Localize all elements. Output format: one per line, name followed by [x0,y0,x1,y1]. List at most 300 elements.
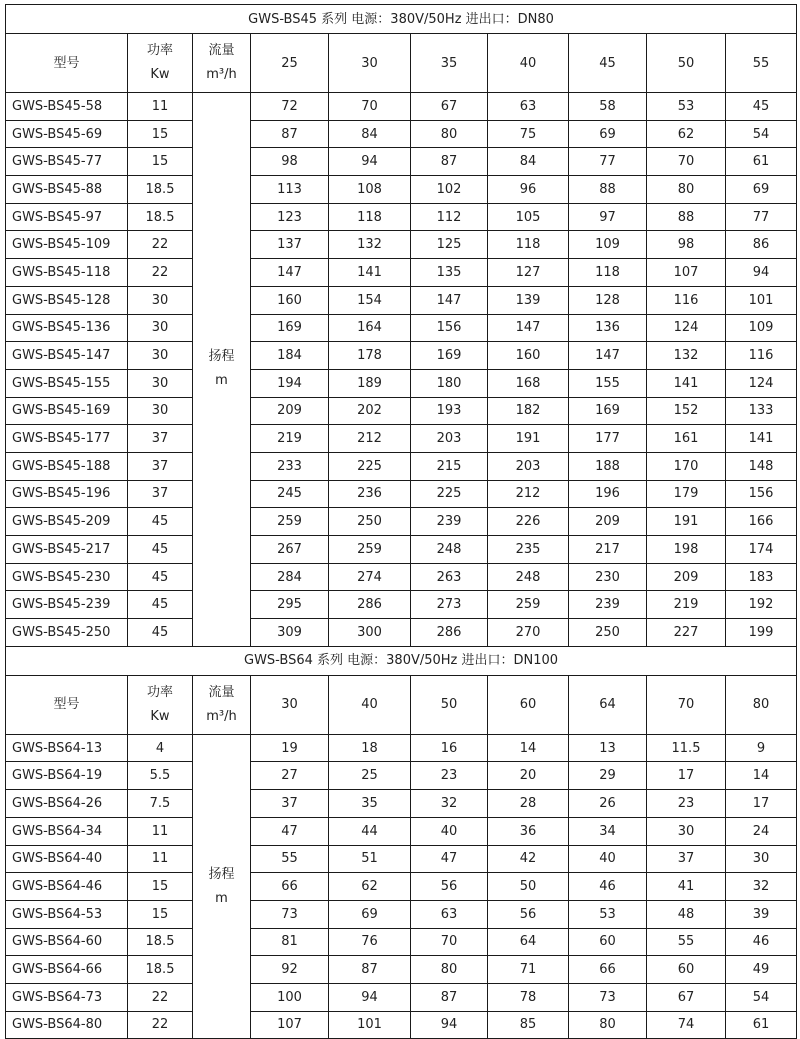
head-value-cell: 77 [569,148,647,176]
model-cell: GWS-BS45-128 [6,286,128,314]
head-value-cell: 14 [726,762,797,790]
head-value-cell: 166 [726,508,797,536]
table-row [6,928,797,956]
header-model: 型号 [6,34,128,93]
model-cell: GWS-BS45-109 [6,231,128,259]
head-value-cell: 137 [251,231,329,259]
head-label-line2: m [215,890,228,906]
power-cell: 30 [128,369,193,397]
head-value-cell: 80 [647,176,726,204]
power-cell: 11 [128,845,193,873]
head-value-cell: 156 [726,480,797,508]
head-value-cell: 67 [411,93,488,121]
power-cell: 22 [128,1011,193,1039]
head-value-cell: 55 [647,928,726,956]
head-value-cell: 118 [569,259,647,287]
head-label-line2: m [215,373,228,389]
model-cell: GWS-BS45-188 [6,452,128,480]
table-row [6,203,797,231]
head-value-cell: 135 [411,259,488,287]
model-cell: GWS-BS45-147 [6,342,128,370]
power-cell: 22 [128,231,193,259]
head-value-cell: 225 [411,480,488,508]
head-value-cell: 49 [726,956,797,984]
header-power-line2: Kw [150,708,170,724]
head-value-cell: 50 [488,873,569,901]
head-value-cell: 87 [411,148,488,176]
head-value-cell: 84 [329,120,411,148]
head-value-cell: 108 [329,176,411,204]
head-value-cell: 160 [488,342,569,370]
head-value-cell: 87 [329,956,411,984]
header-flow-line1: 流量 [208,43,235,58]
head-value-cell: 270 [488,619,569,647]
power-cell: 37 [128,480,193,508]
head-value-cell: 198 [647,536,726,564]
head-value-cell: 183 [726,563,797,591]
head-value-cell: 47 [251,817,329,845]
head-value-cell: 124 [647,314,726,342]
table-row [6,873,797,901]
head-value-cell: 47 [411,845,488,873]
table-row [6,314,797,342]
head-value-cell: 194 [251,369,329,397]
head-value-cell: 85 [488,1011,569,1039]
model-cell: GWS-BS45-230 [6,563,128,591]
head-value-cell: 55 [251,845,329,873]
model-cell: GWS-BS45-136 [6,314,128,342]
header-model: 型号 [6,675,128,734]
header-flow-value: 40 [488,34,569,93]
head-value-cell: 136 [569,314,647,342]
head-value-cell: 177 [569,425,647,453]
head-value-cell: 309 [251,619,329,647]
head-value-cell: 286 [411,619,488,647]
model-cell: GWS-BS45-155 [6,369,128,397]
head-value-cell: 169 [569,397,647,425]
head-value-cell: 78 [488,983,569,1011]
head-value-cell: 193 [411,397,488,425]
head-value-cell: 250 [329,508,411,536]
head-value-cell: 51 [329,845,411,873]
head-value-cell: 88 [647,203,726,231]
head-value-cell: 86 [726,231,797,259]
head-value-cell: 34 [569,817,647,845]
head-value-cell: 66 [569,956,647,984]
head-value-cell: 217 [569,536,647,564]
head-value-cell: 56 [411,873,488,901]
head-value-cell: 170 [647,452,726,480]
head-value-cell: 202 [329,397,411,425]
power-cell: 30 [128,314,193,342]
head-value-cell: 42 [488,845,569,873]
head-value-cell: 230 [569,563,647,591]
head-value-cell: 98 [647,231,726,259]
head-value-cell: 168 [488,369,569,397]
pump-spec-table [5,4,797,1039]
head-value-cell: 32 [726,873,797,901]
section-title: GWS-BS64 系列 电源：380V/50Hz 进出口：DN100 [6,646,797,675]
head-value-cell: 116 [647,286,726,314]
head-value-cell: 182 [488,397,569,425]
head-value-cell: 141 [329,259,411,287]
head-value-cell: 199 [726,619,797,647]
head-value-cell: 109 [569,231,647,259]
spec-table-body [6,5,797,1039]
model-cell: GWS-BS45-118 [6,259,128,287]
head-value-cell: 226 [488,508,569,536]
model-cell: GWS-BS64-53 [6,900,128,928]
header-flow-value: 60 [488,675,569,734]
head-value-cell: 274 [329,563,411,591]
head-value-cell: 72 [251,93,329,121]
model-cell: GWS-BS45-58 [6,93,128,121]
head-value-cell: 259 [329,536,411,564]
header-power [128,675,193,734]
model-cell: GWS-BS64-19 [6,762,128,790]
head-value-cell: 191 [488,425,569,453]
head-value-cell: 178 [329,342,411,370]
head-value-cell: 212 [488,480,569,508]
header-flow-value: 70 [647,675,726,734]
head-value-cell: 259 [251,508,329,536]
power-cell: 22 [128,259,193,287]
head-value-cell: 94 [411,1011,488,1039]
header-flow-line2: m³/h [206,67,237,82]
head-value-cell: 160 [251,286,329,314]
head-value-cell: 23 [411,762,488,790]
power-cell: 30 [128,397,193,425]
head-value-cell: 109 [726,314,797,342]
header-flow-value: 55 [726,34,797,93]
head-value-cell: 84 [488,148,569,176]
table-row [6,563,797,591]
head-value-cell: 27 [251,762,329,790]
head-value-cell: 132 [647,342,726,370]
head-value-cell: 28 [488,790,569,818]
power-cell: 30 [128,286,193,314]
table-row [6,259,797,287]
head-value-cell: 147 [411,286,488,314]
header-flow-value: 35 [411,34,488,93]
head-value-cell: 54 [726,120,797,148]
head-value-cell: 46 [569,873,647,901]
head-value-cell: 98 [251,148,329,176]
head-value-cell: 164 [329,314,411,342]
head-value-cell: 118 [488,231,569,259]
table-row [6,176,797,204]
table-row [6,231,797,259]
head-value-cell: 73 [251,900,329,928]
header-power [128,34,193,93]
head-value-cell: 61 [726,148,797,176]
head-value-cell: 29 [569,762,647,790]
head-value-cell: 192 [726,591,797,619]
head-value-cell: 62 [647,120,726,148]
model-cell: GWS-BS45-97 [6,203,128,231]
head-value-cell: 64 [488,928,569,956]
head-value-cell: 17 [647,762,726,790]
head-value-cell: 97 [569,203,647,231]
head-value-cell: 37 [647,845,726,873]
head-value-cell: 286 [329,591,411,619]
head-label-cell [193,93,251,647]
power-cell: 15 [128,873,193,901]
head-value-cell: 235 [488,536,569,564]
head-value-cell: 53 [647,93,726,121]
power-cell: 30 [128,342,193,370]
head-value-cell: 169 [251,314,329,342]
head-value-cell: 69 [726,176,797,204]
table-row [6,480,797,508]
table-row [6,762,797,790]
head-value-cell: 25 [329,762,411,790]
model-cell: GWS-BS45-88 [6,176,128,204]
power-cell: 22 [128,983,193,1011]
table-row [6,591,797,619]
header-flow-value: 30 [329,34,411,93]
header-power-line1: 功率 [146,43,173,58]
head-value-cell: 169 [411,342,488,370]
head-value-cell: 209 [569,508,647,536]
header-flow-value: 40 [329,675,411,734]
head-value-cell: 128 [569,286,647,314]
table-row [6,845,797,873]
power-cell: 11 [128,93,193,121]
model-cell: GWS-BS45-209 [6,508,128,536]
head-value-cell: 80 [569,1011,647,1039]
section-title-row [6,5,797,34]
power-cell: 37 [128,425,193,453]
power-cell: 7.5 [128,790,193,818]
header-flow-value: 45 [569,34,647,93]
head-value-cell: 20 [488,762,569,790]
head-value-cell: 295 [251,591,329,619]
head-value-cell: 80 [411,120,488,148]
table-row [6,619,797,647]
head-value-cell: 67 [647,983,726,1011]
table-row [6,120,797,148]
table-row [6,1011,797,1039]
head-value-cell: 76 [329,928,411,956]
header-flow-line1: 流量 [208,684,235,700]
power-cell: 15 [128,900,193,928]
head-value-cell: 36 [488,817,569,845]
header-flow-value: 80 [726,675,797,734]
head-value-cell: 123 [251,203,329,231]
head-value-cell: 141 [647,369,726,397]
head-value-cell: 100 [251,983,329,1011]
header-power-line2: Kw [150,67,170,82]
head-value-cell: 203 [488,452,569,480]
header-flow [193,675,251,734]
head-value-cell: 191 [647,508,726,536]
head-value-cell: 227 [647,619,726,647]
head-value-cell: 133 [726,397,797,425]
head-value-cell: 63 [488,93,569,121]
head-label-line1: 扬程 [208,866,235,882]
head-value-cell: 189 [329,369,411,397]
head-value-cell: 60 [647,956,726,984]
model-cell: GWS-BS45-217 [6,536,128,564]
table-row [6,508,797,536]
header-flow-value: 30 [251,675,329,734]
table-row [6,817,797,845]
head-value-cell: 161 [647,425,726,453]
head-value-cell: 107 [647,259,726,287]
head-value-cell: 70 [647,148,726,176]
head-value-cell: 273 [411,591,488,619]
head-value-cell: 56 [488,900,569,928]
table-row [6,93,797,121]
model-cell: GWS-BS45-169 [6,397,128,425]
power-cell: 18.5 [128,203,193,231]
head-value-cell: 70 [329,93,411,121]
power-cell: 4 [128,734,193,762]
head-value-cell: 39 [726,900,797,928]
model-cell: GWS-BS64-13 [6,734,128,762]
model-cell: GWS-BS64-66 [6,956,128,984]
head-value-cell: 58 [569,93,647,121]
table-row [6,369,797,397]
head-value-cell: 44 [329,817,411,845]
head-value-cell: 62 [329,873,411,901]
power-cell: 45 [128,563,193,591]
head-value-cell: 81 [251,928,329,956]
head-value-cell: 112 [411,203,488,231]
header-row [6,675,797,734]
table-row [6,956,797,984]
head-value-cell: 74 [647,1011,726,1039]
head-value-cell: 155 [569,369,647,397]
table-row [6,397,797,425]
header-flow-value: 50 [411,675,488,734]
head-value-cell: 87 [251,120,329,148]
header-flow-value: 50 [647,34,726,93]
model-cell: GWS-BS45-250 [6,619,128,647]
head-value-cell: 225 [329,452,411,480]
model-cell: GWS-BS45-77 [6,148,128,176]
head-value-cell: 26 [569,790,647,818]
head-value-cell: 54 [726,983,797,1011]
power-cell: 45 [128,536,193,564]
head-value-cell: 248 [488,563,569,591]
head-value-cell: 148 [726,452,797,480]
head-value-cell: 45 [726,93,797,121]
head-value-cell: 19 [251,734,329,762]
power-cell: 15 [128,120,193,148]
head-value-cell: 248 [411,536,488,564]
head-value-cell: 212 [329,425,411,453]
power-cell: 45 [128,619,193,647]
head-value-cell: 32 [411,790,488,818]
header-power-line1: 功率 [146,684,173,700]
head-value-cell: 40 [411,817,488,845]
table-row [6,425,797,453]
head-value-cell: 37 [251,790,329,818]
head-value-cell: 147 [569,342,647,370]
head-value-cell: 30 [647,817,726,845]
head-value-cell: 80 [411,956,488,984]
head-value-cell: 61 [726,1011,797,1039]
model-cell: GWS-BS64-73 [6,983,128,1011]
head-value-cell: 156 [411,314,488,342]
head-value-cell: 11.5 [647,734,726,762]
section-title-row [6,646,797,675]
model-cell: GWS-BS64-46 [6,873,128,901]
head-value-cell: 284 [251,563,329,591]
power-cell: 18.5 [128,956,193,984]
head-value-cell: 53 [569,900,647,928]
table-row [6,900,797,928]
table-row [6,452,797,480]
head-value-cell: 92 [251,956,329,984]
head-value-cell: 60 [569,928,647,956]
head-value-cell: 70 [411,928,488,956]
head-value-cell: 48 [647,900,726,928]
head-value-cell: 132 [329,231,411,259]
model-cell: GWS-BS64-80 [6,1011,128,1039]
head-value-cell: 209 [647,563,726,591]
head-value-cell: 300 [329,619,411,647]
head-value-cell: 263 [411,563,488,591]
head-value-cell: 203 [411,425,488,453]
head-value-cell: 127 [488,259,569,287]
head-value-cell: 46 [726,928,797,956]
head-value-cell: 77 [726,203,797,231]
power-cell: 37 [128,452,193,480]
head-value-cell: 179 [647,480,726,508]
head-value-cell: 239 [411,508,488,536]
table-row [6,790,797,818]
head-value-cell: 245 [251,480,329,508]
table-row [6,734,797,762]
power-cell: 18.5 [128,928,193,956]
power-cell: 18.5 [128,176,193,204]
head-value-cell: 259 [488,591,569,619]
head-value-cell: 71 [488,956,569,984]
model-cell: GWS-BS64-26 [6,790,128,818]
head-value-cell: 75 [488,120,569,148]
head-value-cell: 267 [251,536,329,564]
head-value-cell: 40 [569,845,647,873]
head-value-cell: 141 [726,425,797,453]
head-value-cell: 17 [726,790,797,818]
head-value-cell: 96 [488,176,569,204]
head-value-cell: 102 [411,176,488,204]
head-value-cell: 139 [488,286,569,314]
head-value-cell: 250 [569,619,647,647]
model-cell: GWS-BS45-177 [6,425,128,453]
table-row [6,983,797,1011]
head-value-cell: 69 [569,120,647,148]
head-value-cell: 30 [726,845,797,873]
power-cell: 45 [128,508,193,536]
head-value-cell: 215 [411,452,488,480]
header-flow-line2: m³/h [206,708,237,724]
head-value-cell: 116 [726,342,797,370]
head-value-cell: 88 [569,176,647,204]
header-flow-value: 64 [569,675,647,734]
head-value-cell: 184 [251,342,329,370]
model-cell: GWS-BS45-196 [6,480,128,508]
model-cell: GWS-BS45-69 [6,120,128,148]
head-value-cell: 94 [726,259,797,287]
head-value-cell: 180 [411,369,488,397]
power-cell: 15 [128,148,193,176]
model-cell: GWS-BS45-239 [6,591,128,619]
head-value-cell: 125 [411,231,488,259]
